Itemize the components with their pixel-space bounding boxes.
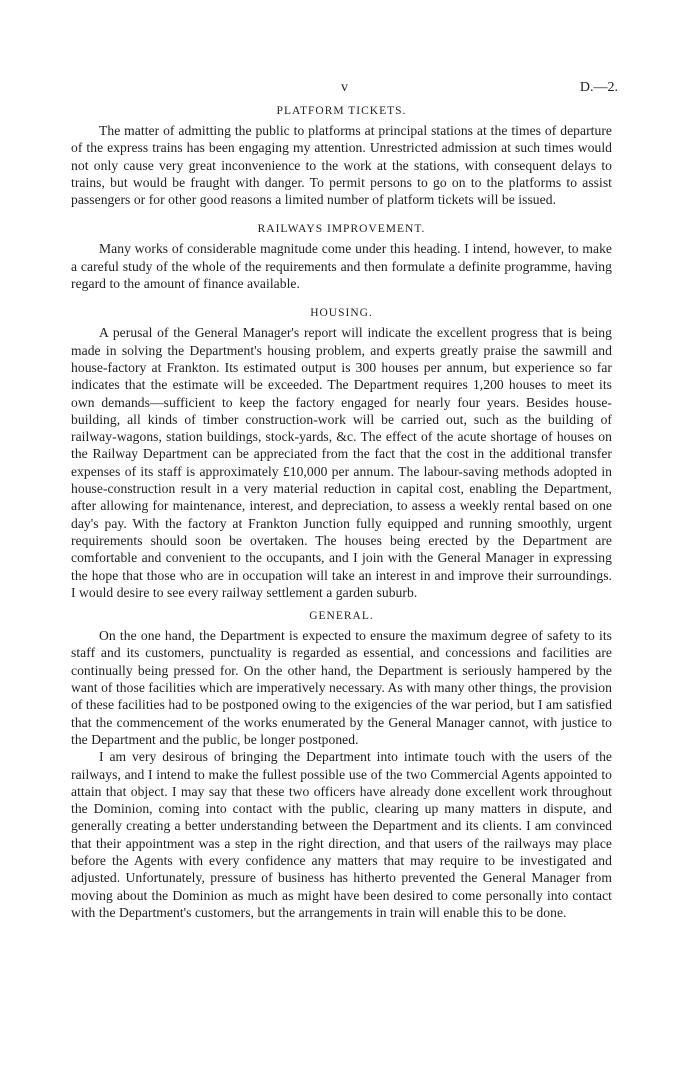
running-header [71, 80, 618, 102]
paragraph: A perusal of the General Manager's report will indicate the excellent progress that is being made in solving the Department's housing problem, and experts greatly praise the sawmill and house-factory at Frankton. Its estimated output is 300 houses per annum, but experience so far indicates that the estimate will be exceeded. The Department requires 1,200 houses to meet its own demands—sufficient to keep the factory engaged for nearly four years. Besides house-building, all kinds of timber construction-work will be carried out, such as the building of railway-wagons, station buildings, stock-yards, &c. The effect of the acute shortage of houses on the Railway Department can be appreciated from the fact that the cost in the additional transfer expenses of its staff is approximately £10,000 per annum. The labour-saving methods adopted in house-construction result in a very material reduction in capital cost, enabling the Department, after allowing for maintenance, interest, and depreciation, to assess a weekly rental based on one day's pay. With the factory at Frankton Junction fully equipped and running smoothly, urgent requirements should soon be overtaken. The houses being erected by the Department are comfortable and convenient to the occupants, and I join with the General Manager in expressing the hope that those who are in occupation will take an interest in and improve their surroundings. I would desire to see every railway settlement a garden suburb. [71, 325, 612, 600]
paragraph: On the one hand, the Department is expected to ensure the maximum degree of safety to its staff and its customers, punctuality is regarded as essential, and concessions and facilities are continually being pressed for. On the other hand, the Department is seriously hampered by the want of those facilities which are imperatively necessary. As with many other things, the provision of these facilities had to be postponed owing to the exigencies of the war period, but I am satisfied that the commencement of the works enumerated by the General Manager cannot, with justice to the Department and the public, be longer postponed. [71, 628, 612, 747]
section-railways-improvement [71, 220, 612, 292]
paragraph: I am very desirous of bringing the Department into intimate touch with the users of the railways, and I intend to make the fullest possible use of the two Commercial Agents appointed to attain that object. I may say that these two officers have already done excellent work throughout the Dominion, coming into contact with the public, clearing up many matters in dispute, and generally creating a better understanding between the Department and its clients. I am convinced that their appointment was a step in the right direction, and that users of the railways may place before the Agents with every confidence any matters that may require to be investigated and adjusted. Unfortunately, pressure of business has hitherto prevented the General Manager from moving about the Dominion as much as might have been desired to come personally into contact with the Department's customers, but the arrangements in train will enable this to be done. [71, 749, 612, 920]
section-housing [71, 304, 612, 601]
section-platform-tickets [71, 102, 612, 208]
page-number: v [341, 80, 348, 95]
document-page [71, 80, 618, 933]
section-heading: HOUSING. [310, 307, 373, 320]
section-heading: PLATFORM TICKETS. [276, 105, 407, 117]
section-heading: GENERAL. [309, 610, 374, 623]
paragraph: Many works of considerable magnitude come under this heading. I intend, however, to make a careful study of the whole of the requirements and then formulate a definite programme, having regard to the amount of finance available. [71, 241, 612, 292]
section-general [71, 607, 612, 921]
section-heading: RAILWAYS IMPROVEMENT. [257, 223, 426, 236]
document-reference: D.—2. [579, 80, 618, 95]
paragraph: The matter of admitting the public to platforms at principal stations at the times of departure of the express trains has been engaging my attention. Unrestricted admission at such times would not only cause very great inconvenience to the work at the stations, with consequent delays to trains, but would be fraught with danger. To permit persons to go on to the platforms to assist passengers or for other good reasons a limited number of platform tickets will be issued. [71, 123, 612, 208]
